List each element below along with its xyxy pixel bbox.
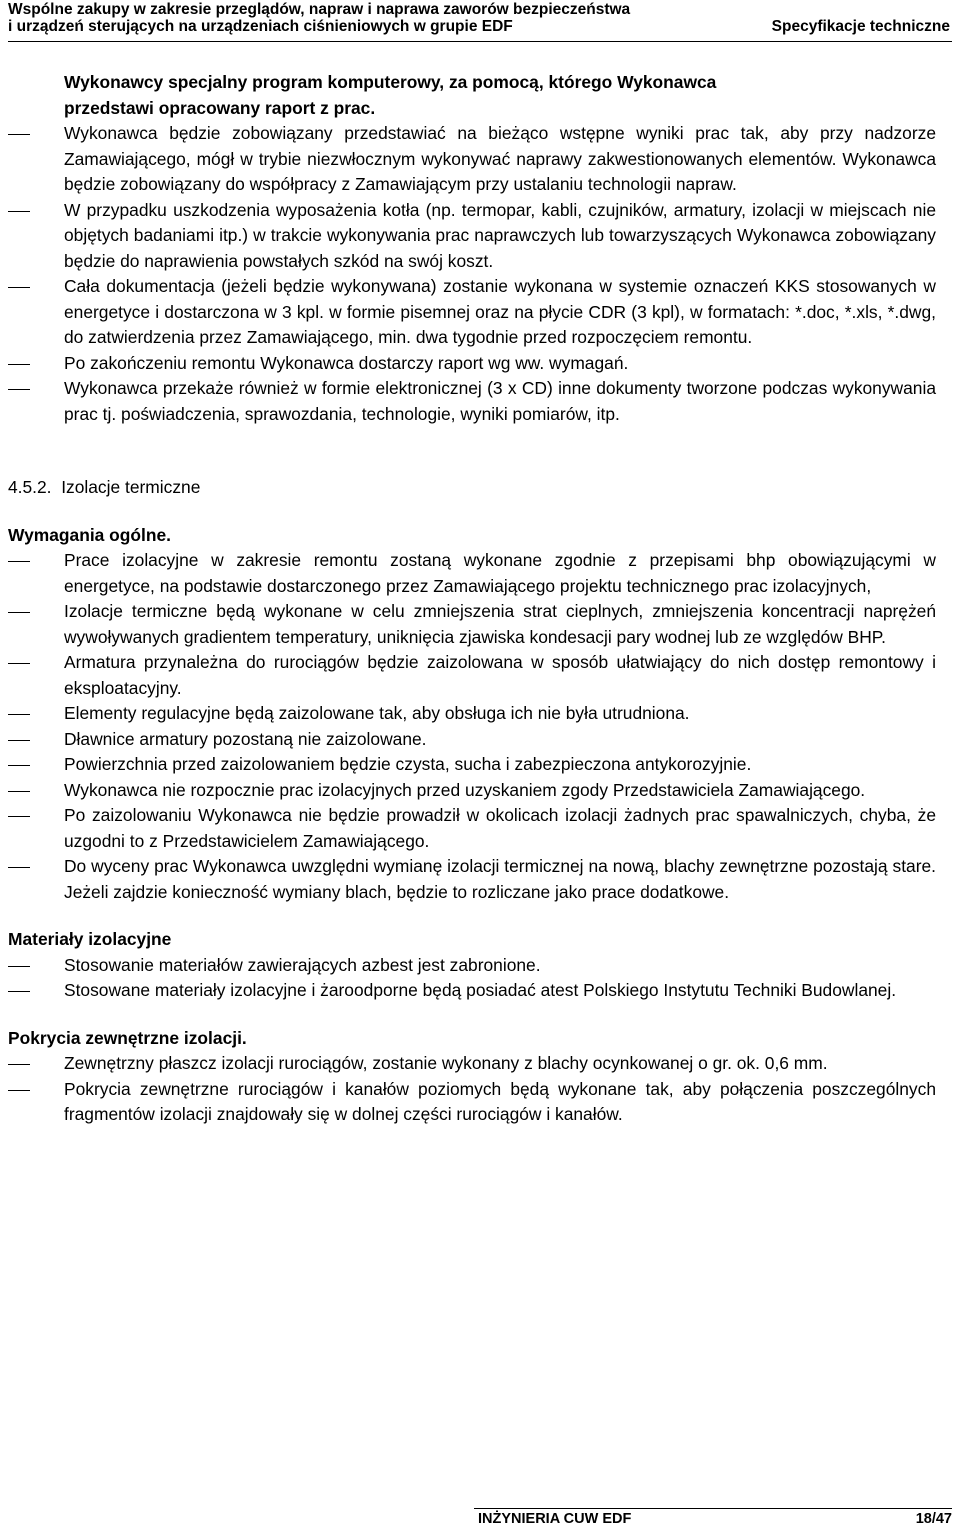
page-body: [8, 70, 936, 1128]
list-item: [8, 351, 936, 377]
requirements-heading: Wymagania ogólne.: [8, 524, 171, 545]
header-rule: [8, 41, 952, 42]
list-item: [8, 650, 936, 701]
list-item-text: Armatura przynależna do rurociągów będzie zaizolowana w sposób ułatwiający do nich dostęp remontowy i eksploatacyjny.: [64, 652, 936, 698]
list-item: [8, 1051, 936, 1077]
header-title-line1: Wspólne zakupy w zakresie przeglądów, napraw i naprawa zaworów bezpieczeństwa: [8, 1, 631, 18]
list-item-text: Po zakończeniu remontu Wykonawca dostarczy raport wg ww. wymagań.: [64, 352, 629, 373]
list-item: [8, 803, 936, 854]
footer-page-number: 18/47: [915, 1511, 952, 1527]
list-item-text: Elementy regulacyjne będą zaizolowane tak, aby obsługa ich nie była utrudniona.: [64, 703, 690, 723]
list-item-text: Zewnętrzny płaszcz izolacji rurociągów, zostanie wykonany z blachy ocynkowanej o gr. ok. 0,6 mm.: [64, 1053, 828, 1073]
list-item-text: W przypadku uszkodzenia wyposażenia kotła (np. termopar, kabli, czujników, armatury, izolacji w miejscach nie objętych badaniami itp.) w trakcie wykonywania prac naprawczych lub towarzyszących Wykonawca zobowiązany będzie do naprawienia powstałych szkód na swój koszt.: [64, 199, 936, 271]
page-header: [8, 0, 952, 44]
list-item-text: Cała dokumentacja (jeżeli będzie wykonywana) zostanie wykonana w systemie oznaczeń KKS stosowanych w energetyce i dostarczona w 3 kpl. w formie pisemnej oraz na płycie CDR (3 kpl), w formatach: *.doc, *.xls, *.dwg, do zatwierdzenia przez Zamawiającego, min. dwa tygodnie przed rozpoczęciem remontu.: [64, 276, 936, 347]
list-item-text: Dławnice armatury pozostaną nie zaizolowane.: [64, 728, 427, 749]
list-item-text: Stosowane materiały izolacyjne i żaroodporne będą posiadać atest Polskiego Instytutu Techniki Budowlanej.: [64, 980, 897, 1000]
header-doc-type: Specyfikacje techniczne: [771, 18, 950, 35]
list-item: [8, 953, 936, 979]
list-item: [8, 599, 936, 650]
list-item-text: Stosowanie materiałów zawierających azbest jest zabronione.: [64, 954, 541, 975]
list-item: [8, 376, 936, 427]
list-item: [8, 1077, 936, 1128]
list-item: [8, 274, 936, 351]
list-item: [8, 978, 936, 1004]
intro-bold-line: przedstawi opracowany raport z prac.: [64, 97, 376, 118]
section-number: 4.5.2.: [8, 477, 52, 497]
list-item: [8, 701, 936, 727]
list-item-text: Do wyceny prac Wykonawca uwzględni wymianę izolacji termicznej na nową, blachy zewnętrzne pozostają stare. Jeżeli zajdzie konieczność wymiany blach, będzie to rozliczane jako prace dodatkowe.: [64, 856, 936, 902]
footer-company: INŻYNIERIA CUW EDF: [478, 1511, 632, 1527]
materials-heading: Materiały izolacyjne: [8, 929, 172, 949]
list-item: [8, 121, 936, 198]
list-item-text: Wykonawca przekaże również w formie elektronicznej (3 x CD) inne dokumenty tworzone podczas wykonywania prac tj. poświadczenia, sprawozdania, technologie, wyniki pomiarów, itp.: [64, 378, 936, 424]
page-footer: [8, 1508, 952, 1528]
footer-rule: [474, 1508, 952, 1509]
coverings-heading: Pokrycia zewnętrzne izolacji.: [8, 1027, 247, 1048]
list-item-text: Izolacje termiczne będą wykonane w celu zmniejszenia strat cieplnych, zmniejszenia koncentracji naprężeń wywoływanych gradientem temperatury, uniknięcia zjawiska kondesacji pary wodnej lub ze względów BHP.: [64, 601, 936, 647]
list-item: [8, 752, 936, 778]
list-item-text: Po zaizolowaniu Wykonawca nie będzie prowadził w okolicach izolacji żadnych prac spawalniczych, chyba, że uzgodni to z Przedstawicielem Zamawiającego.: [64, 805, 936, 851]
section-title: Izolacje termiczne: [61, 477, 201, 497]
list-item-text: Prace izolacyjne w zakresie remontu zostaną wykonane zgodnie z przepisami bhp obowiązującymi w energetyce, na podstawie dostarczonego przez Zamawiającego projektu technicznego prac izolacyjnych,: [64, 550, 936, 596]
intro-bold-line: Wykonawcy specjalny program komputerowy, za pomocą, którego Wykonawca: [64, 72, 717, 92]
list-item-text: Wykonawca będzie zobowiązany przedstawiać na bieżąco wstępne wyniki prac tak, aby przy nadzorze Zamawiającego, mógł w trybie niezwłocznym wykonywać naprawy zakwestionowanych elementów. Wykonawca będzie zobowiązany do współpracy z Zamawiającym przy ustalaniu technologii napraw.: [64, 123, 936, 194]
list-item: [8, 198, 936, 275]
section-heading: [8, 475, 936, 501]
list-item-text: Powierzchnia przed zaizolowaniem będzie czysta, sucha i zabezpieczona antykorozyjnie.: [64, 754, 752, 774]
header-title-line2: i urządzeń sterujących na urządzeniach ciśnieniowych w grupie EDF: [8, 18, 513, 35]
list-item: [8, 548, 936, 599]
list-item: [8, 854, 936, 905]
list-item: [8, 778, 936, 804]
list-item: [8, 727, 936, 753]
list-item-text: Pokrycia zewnętrzne rurociągów i kanałów poziomych będą wykonane tak, aby połączenia poszczególnych fragmentów izolacji znajdowały się w dolnej części rurociągów i kanałów.: [64, 1078, 936, 1124]
list-item-text: Wykonawca nie rozpocznie prac izolacyjnych przed uzyskaniem zgody Przedstawiciela Zamawiającego.: [64, 779, 866, 800]
